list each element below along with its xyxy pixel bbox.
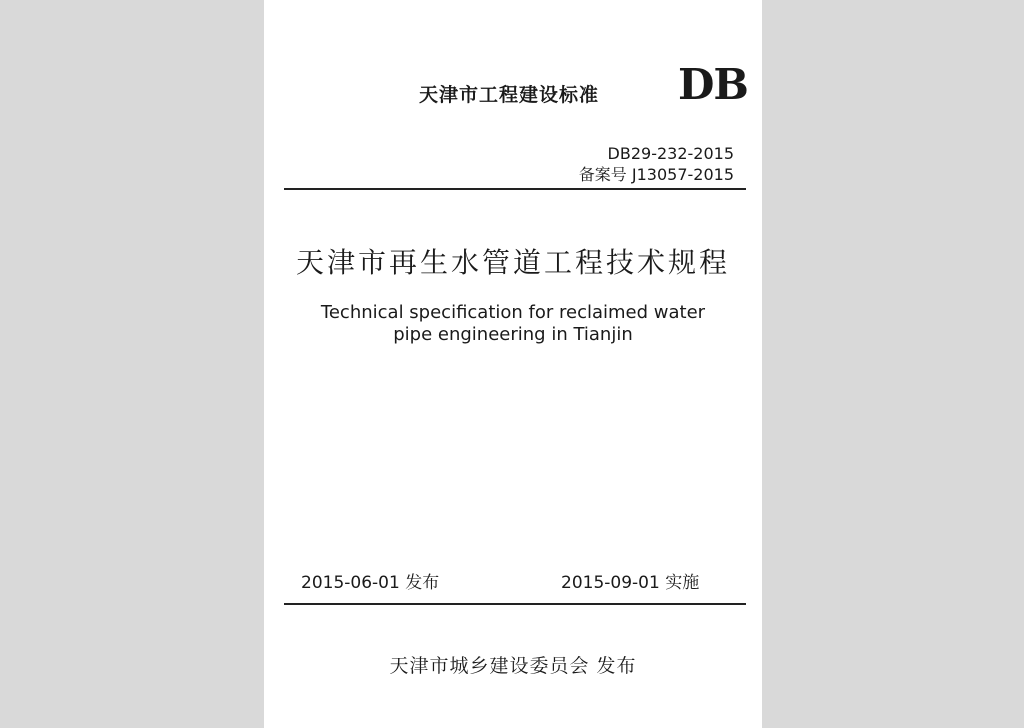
english-title-line-2: pipe engineering in Tianjin (393, 324, 633, 345)
filing-number: 备案号 J13057-2015 (578, 165, 734, 184)
document-cover-page (264, 0, 762, 728)
implementation-date: 2015-09-01 实施 (561, 573, 700, 593)
chinese-title: 天津市再生水管道工程技术规程 (295, 246, 730, 279)
english-title (264, 302, 762, 346)
standard-code: DB29-232-2015 (607, 144, 734, 163)
standard-code-block (579, 143, 734, 185)
standard-mark: DB (678, 60, 748, 109)
top-divider (284, 188, 746, 190)
english-title-line-1: Technical specification for reclaimed water (320, 302, 706, 323)
publisher: 天津市城乡建设委员会 发布 (389, 655, 637, 677)
bottom-divider (284, 603, 746, 605)
standard-series-title: 天津市工程建设标准 (419, 84, 600, 106)
issue-date: 2015-06-01 发布 (301, 573, 440, 593)
